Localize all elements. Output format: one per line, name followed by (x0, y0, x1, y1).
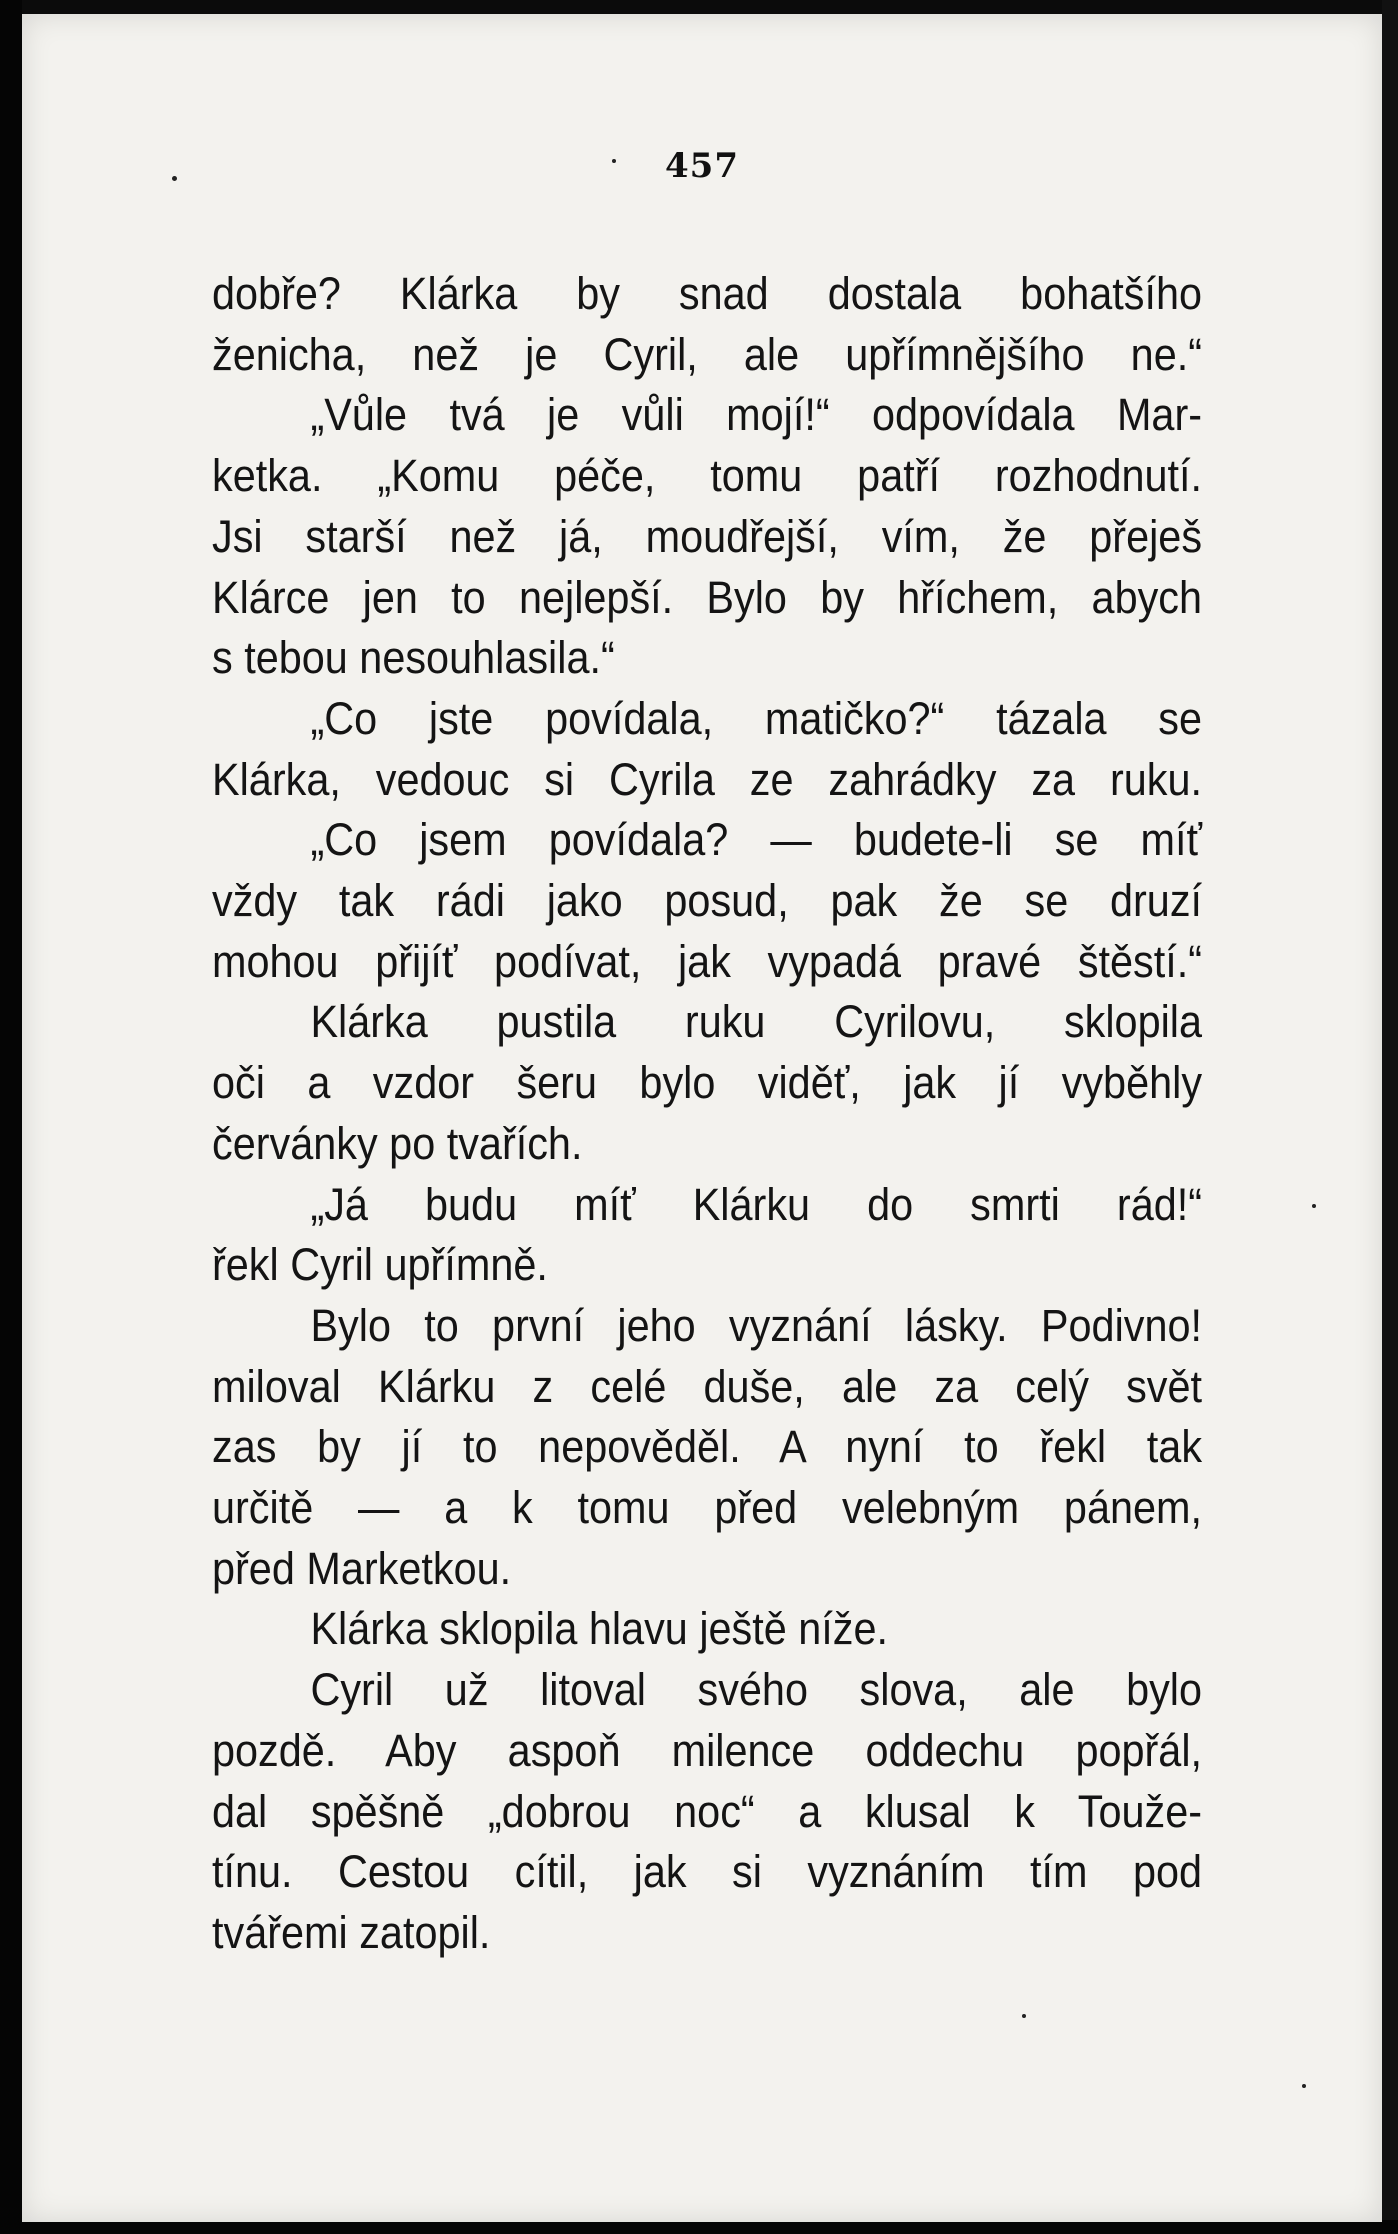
book-page (22, 14, 1382, 2222)
text-line: pozdě. Aby aspoň milence oddechu popřál, (212, 1724, 1203, 1776)
text-line: zas by jí to nepověděl. A nyní to řekl tak (212, 1421, 1203, 1473)
text-line: tínu. Cestou cítil, jak si vyznáním tím pod (212, 1846, 1203, 1898)
text-line: před Marketkou. (212, 1542, 512, 1594)
text-line: Klárka, vedouc si Cyrila ze zahrádky za ruku. (212, 753, 1203, 805)
text-line: „Já budu míť Klárku do smrti rád!“ (310, 1178, 1203, 1230)
page-text (212, 264, 1202, 1964)
text-line: tvářemi zatopil. (212, 1906, 491, 1958)
text-line: Klárce jen to nejlepší. Bylo by hříchem, abych (212, 571, 1203, 623)
scan-right-edge (1382, 0, 1398, 2234)
text-line: dobře? Klárka by snad dostala bohatšího (212, 268, 1203, 319)
scan-bottom-edge (0, 2220, 1398, 2234)
text-line: řekl Cyril upřímně. (212, 1239, 548, 1291)
text-line: vždy tak rádi jako posud, pak že se druzí (212, 875, 1203, 927)
text-line: dal spěšně „dobrou noc“ a klusal k Touže- (212, 1785, 1203, 1837)
text-line: červánky po tvařích. (212, 1117, 583, 1169)
print-speck (1302, 2084, 1306, 2088)
text-line: miloval Klárku z celé duše, ale za celý svět (212, 1360, 1203, 1412)
text-line: „Co jsem povídala? — budete-li se míť (310, 814, 1203, 866)
text-line: „Vůle tvá je vůli mojí!“ odpovídala Mar- (310, 389, 1203, 441)
scan-left-edge (0, 0, 22, 2234)
text-line: s tebou nesouhlasila.“ (212, 632, 615, 684)
text-line: určitě — a k tomu před velebným pánem, (212, 1482, 1203, 1534)
print-speck (172, 176, 177, 181)
text-line: ketka. „Komu péče, tomu patří rozhodnutí. (212, 450, 1203, 502)
text-line: Jsi starší než já, moudřejší, vím, že přeješ (212, 510, 1203, 562)
text-line: oči a vzdor šeru bylo viděť, jak jí vyběhly (212, 1057, 1203, 1109)
text-line: „Co jste povídala, matičko?“ tázala se (310, 692, 1203, 744)
text-line: Klárka pustila ruku Cyrilovu, sklopila (310, 996, 1203, 1048)
text-line: ženicha, než je Cyril, ale upřímnějšího ne.“ (212, 328, 1203, 380)
print-speck (1312, 1204, 1316, 1208)
print-speck (1022, 2014, 1026, 2018)
text-line: Klárka sklopila hlavu ještě níže. (310, 1603, 889, 1655)
text-line: mohou přijíť podívat, jak vypadá pravé štěstí.“ (212, 935, 1203, 987)
text-line: Bylo to první jeho vyznání lásky. Podivno! (310, 1299, 1203, 1351)
text-line: Cyril už litoval svého slova, ale bylo (310, 1664, 1203, 1716)
print-speck (612, 159, 616, 163)
page-number: 457 (665, 146, 739, 186)
